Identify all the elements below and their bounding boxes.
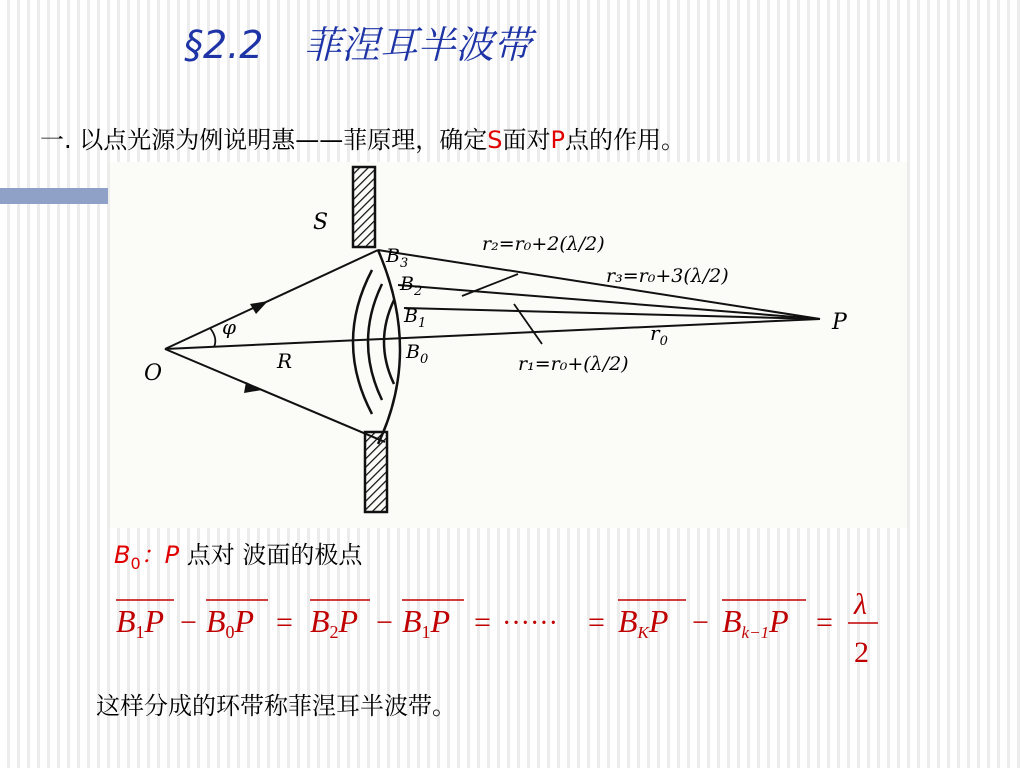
phi-angle-arc <box>210 328 215 347</box>
minus-1: − <box>180 606 197 639</box>
lower-screen <box>365 432 387 512</box>
label-b3: $B_3$ <box>386 245 409 271</box>
minus-2: − <box>376 606 393 639</box>
subtitle-part2: 面对 <box>502 126 551 154</box>
label-r2-equation: r₂=r₀+2(λ/2) <box>482 233 605 255</box>
title-text: 菲涅耳半波带 <box>303 23 532 67</box>
label-r: R <box>277 349 293 373</box>
zone-arc-2 <box>368 284 382 400</box>
term-bkp: BKP <box>618 603 669 642</box>
term-b1p: B1P <box>116 603 165 642</box>
label-s: S <box>313 210 329 235</box>
equals-2: = <box>474 606 491 639</box>
minus-3: − <box>692 606 709 639</box>
term-b1p-2: B1P <box>402 603 451 642</box>
label-b1: $B_1$ <box>404 305 427 331</box>
half-wave-formula <box>110 588 890 672</box>
ray-o-to-lower-edge <box>165 349 385 442</box>
conclusion-text: 这样分成的环带称菲涅耳半波带。 <box>96 692 456 720</box>
subtitle <box>40 120 685 155</box>
fraction-numerator: λ <box>854 588 867 621</box>
accent-bar <box>0 188 108 204</box>
upper-screen <box>353 167 375 247</box>
arrowhead-upper <box>250 301 268 314</box>
arrowhead-lower <box>244 382 262 393</box>
subtitle-part1: 一. 以点光源为例说明惠——菲原理，确定 <box>40 126 488 154</box>
term-b0p: B0P <box>206 603 255 642</box>
pole-b: B <box>114 541 131 569</box>
leader-r1 <box>514 304 542 344</box>
section-number: §2.2 <box>184 23 264 67</box>
label-r3-equation: r₃=r₀+3(λ/2) <box>606 265 729 287</box>
equals-3: = <box>588 606 605 639</box>
equals-1: = <box>276 606 293 639</box>
ray-o-to-b3 <box>165 250 378 349</box>
equals-4: = <box>816 606 833 639</box>
wavefront-arc <box>378 250 400 444</box>
subtitle-s-letter: S <box>487 126 503 154</box>
ellipsis: ······ <box>502 608 558 639</box>
fraction-denominator: 2 <box>854 636 869 669</box>
label-r1-equation: r₁=r₀+(λ/2) <box>518 353 629 375</box>
pole-rest: 点对 波面的极点 <box>179 541 363 569</box>
zone-arc-1 <box>384 300 394 384</box>
label-r0: $r_0$ <box>650 321 668 349</box>
label-p: P <box>832 310 847 335</box>
page-title <box>184 14 531 69</box>
label-o: O <box>144 361 163 386</box>
pole-statement <box>114 535 362 573</box>
subtitle-part3: 点的作用。 <box>564 126 685 154</box>
pole-b-sub: 0 <box>130 553 141 573</box>
label-b0: $B_0$ <box>406 341 429 367</box>
term-bk1p: Bk−1P <box>722 603 789 642</box>
term-b2p: B2P <box>310 603 359 642</box>
label-phi: φ <box>222 315 237 339</box>
label-b2: $B_2$ <box>400 273 423 299</box>
subtitle-p-letter: P <box>550 126 565 154</box>
axis-o-to-p <box>165 319 820 349</box>
huygens-fresnel-diagram <box>110 162 907 528</box>
pole-colon-p: ：P <box>140 541 180 569</box>
